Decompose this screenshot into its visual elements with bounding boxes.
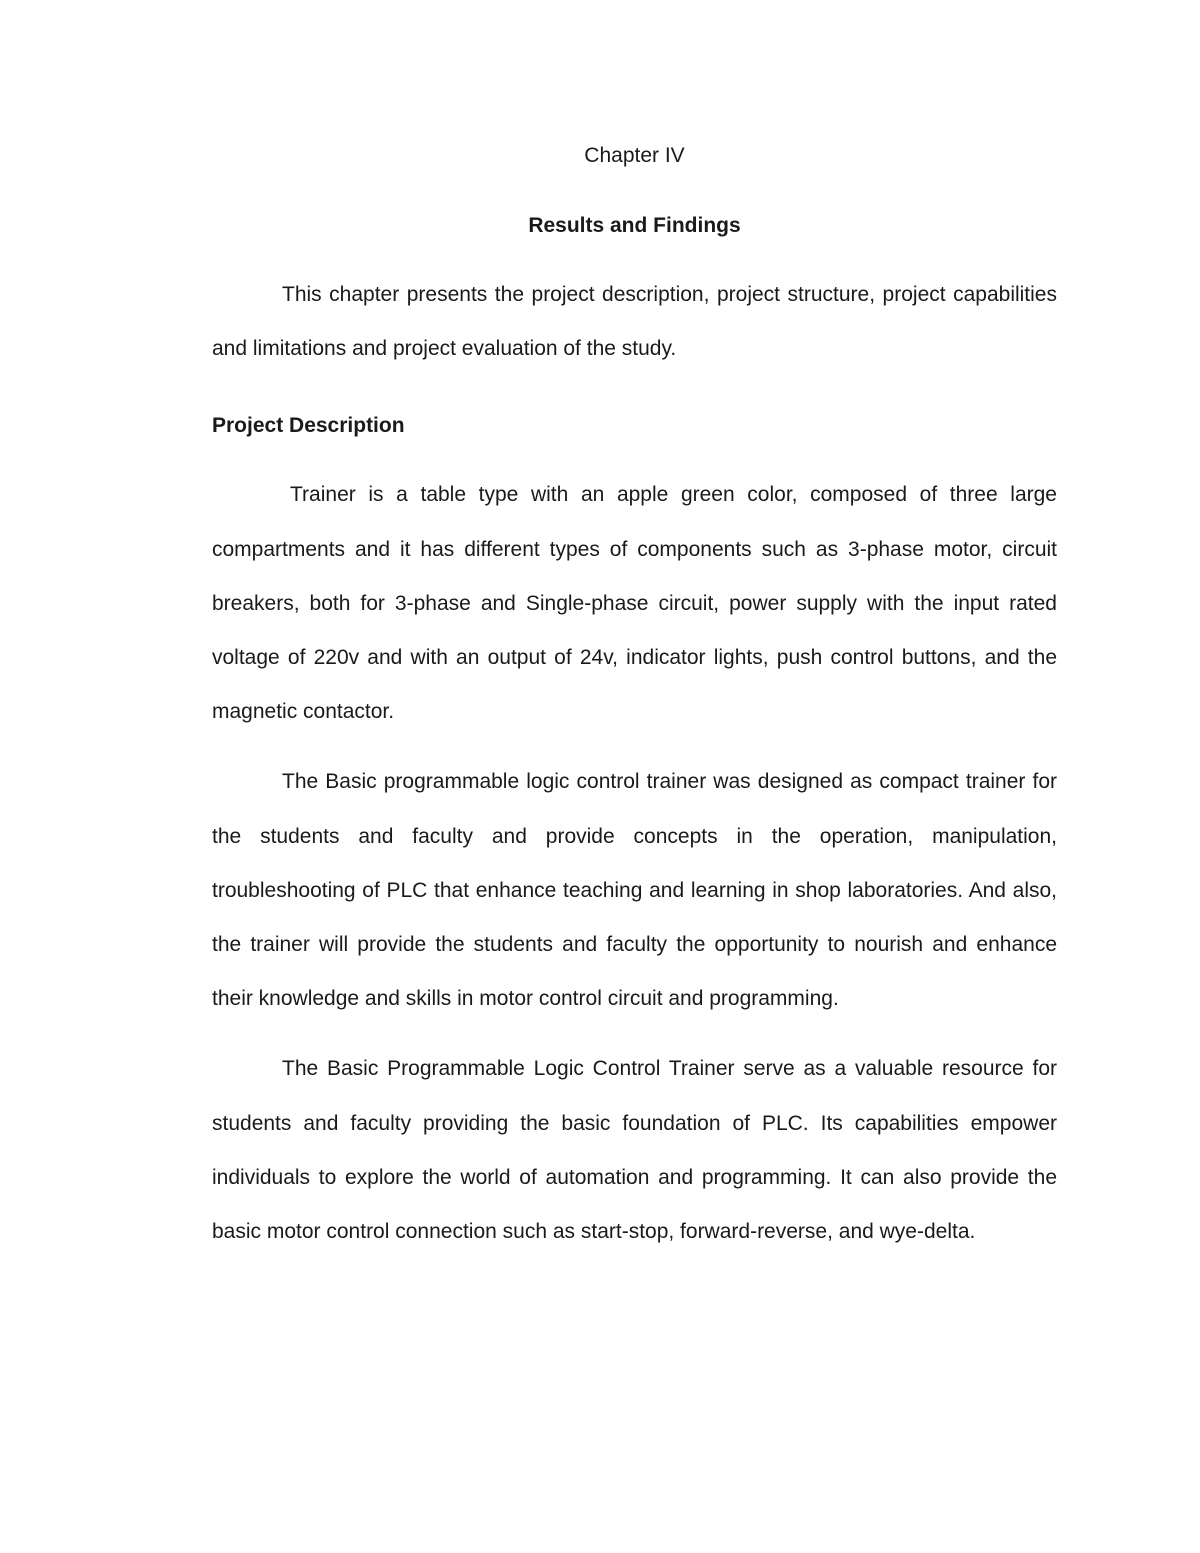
- body-paragraph-resource: The Basic Programmable Logic Control Trainer serve as a valuable resource for students and faculty providing the basic foundation of PLC. Its capabilities empower individuals to explore the world of automation and programming. It can also provide the basic motor control connection such as start-stop, forward-reverse, and wye-delta.: [212, 1057, 1057, 1244]
- section-heading: Project Description: [212, 414, 405, 438]
- chapter-label: Chapter IV: [584, 144, 685, 167]
- document-body: [212, 138, 1057, 1259]
- body-paragraph-design: The Basic programmable logic control trainer was designed as compact trainer for the students and faculty and provide concepts in the operation, manipulation, troubleshooting of PLC that enhance teaching and learning in shop laboratories. And also, the trainer will provide the students and faculty the opportunity to nourish and enhance their knowledge and skills in motor control circuit and programming.: [212, 770, 1057, 1011]
- body-paragraph-trainer: Trainer is a table type with an apple green color, composed of three large compartments and it has different types of components such as 3-phase motor, circuit breakers, both for 3-phase and Single-phase circuit, power supply with the input rated voltage of 220v and with an output of 24v, indicator lights, push control buttons, and the magnetic contactor.: [212, 483, 1057, 724]
- intro-paragraph: This chapter presents the project description, project structure, project capabilities and limitations and project evaluation of the study.: [212, 283, 1057, 361]
- chapter-title: Results and Findings: [528, 214, 741, 237]
